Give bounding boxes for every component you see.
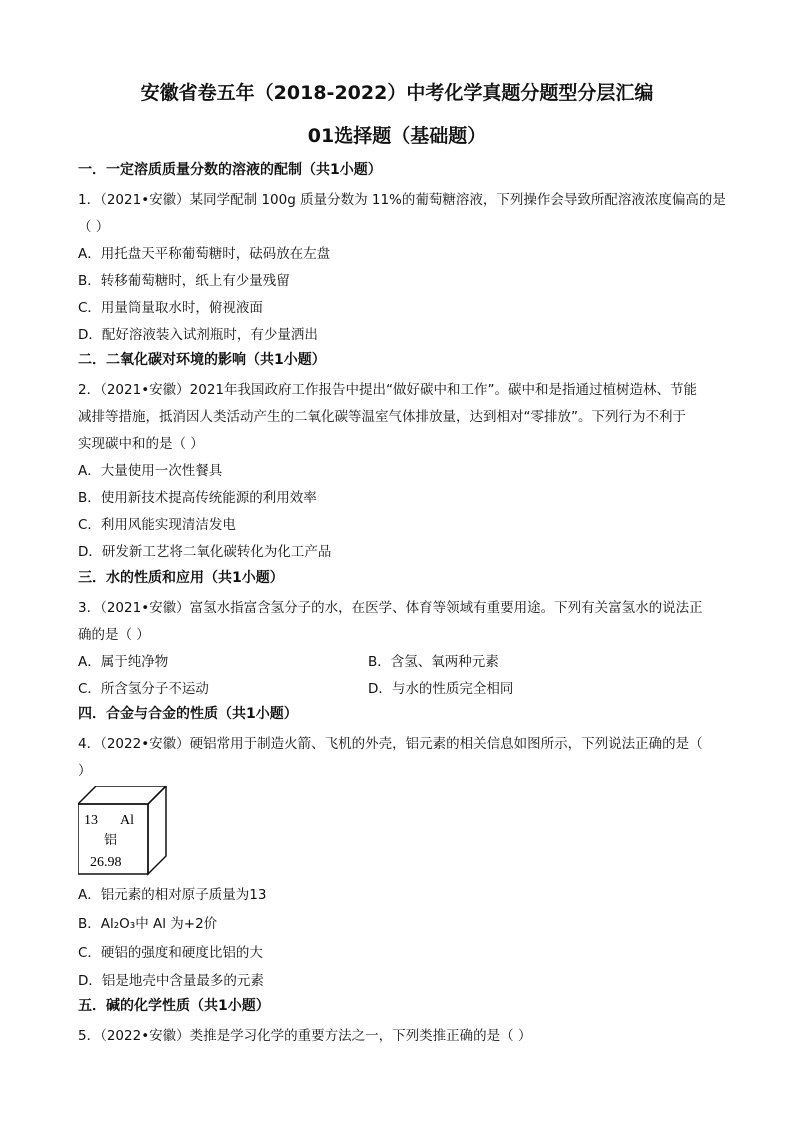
section-heading-1: 一．一定溶质质量分数的溶液的配制（共1小题） <box>78 162 382 178</box>
section-heading-2: 二．二氧化碳对环境的影响（共1小题） <box>78 352 326 368</box>
element-aluminum-cube-figure <box>78 786 168 876</box>
question-5-line-1: 5．（2022•安徽）类推是学习化学的重要方法之一，下列类推正确的是（ ） <box>78 1028 532 1044</box>
question-4-line-1: 4．（2022•安徽）硬铝常用于制造火箭、飞机的外壳，铝元素的相关信息如图所示，下列说法正确的是（ <box>78 736 703 752</box>
question-1-option-c: C．用量筒量取水时，俯视液面 <box>78 300 263 316</box>
question-2-option-c: C．利用风能实现清洁发电 <box>78 517 236 533</box>
section-heading-3: 三．水的性质和应用（共1小题） <box>78 570 284 586</box>
question-3-line-2: 确的是（ ） <box>78 627 150 643</box>
question-3-option-a: A．属于纯净物 <box>78 654 169 670</box>
element-atomic-number: 13 <box>84 813 98 828</box>
question-4-option-c: C．硬铝的强度和硬度比铝的大 <box>78 945 263 961</box>
question-4-line-2: ） <box>78 763 92 779</box>
question-3-option-b: B．含氢、氧两种元素 <box>368 654 499 670</box>
section-heading-5: 五．碱的化学性质（共1小题） <box>78 998 270 1014</box>
document-title: 安徽省卷五年（2018-2022）中考化学真题分题型分层汇编 <box>140 82 654 104</box>
question-2-option-d: D．研发新工艺将二氧化碳转化为化工产品 <box>78 544 332 560</box>
question-2-line-3: 实现碳中和的是（ ） <box>78 436 204 452</box>
question-3-line-1: 3．（2021•安徽）富氢水指富含氢分子的水，在医学、体育等领域有重要用途。下列有关富氢水的说法正 <box>78 600 703 616</box>
question-2-option-a: A．大量使用一次性餐具 <box>78 463 223 479</box>
question-4-option-a: A．铝元素的相对原子质量为13 <box>78 887 267 903</box>
question-4-option-d: D．铝是地壳中含量最多的元素 <box>78 973 264 989</box>
question-1-option-b: B．转移葡萄糖时，纸上有少量残留 <box>78 273 290 289</box>
question-3-option-d: D．与水的性质完全相同 <box>368 681 514 697</box>
cube-top-face <box>78 786 166 804</box>
question-1-line-1: 1．（2021•安徽）某同学配制 100g 质量分数为 11%的葡萄糖溶液，下列操作会导致所配溶液浓度偏高的是 <box>78 192 726 208</box>
question-1-option-d: D．配好溶液装入试剂瓶时，有少量洒出 <box>78 327 318 343</box>
question-1-option-a: A．用托盘天平称葡萄糖时，砝码放在左盘 <box>78 246 331 262</box>
element-name: 铝 <box>104 833 118 848</box>
question-2-option-b: B．使用新技术提高传统能源的利用效率 <box>78 490 317 506</box>
document-subtitle: 01选择题（基础题） <box>307 125 487 147</box>
element-symbol: Al <box>120 813 134 828</box>
question-2-line-1: 2．（2021•安徽）2021年我国政府工作报告中提出“做好碳中和工作”。碳中和是指通过植树造林、节能 <box>78 382 698 398</box>
question-1-line-2: （ ） <box>78 219 110 235</box>
section-heading-4: 四．合金与合金的性质（共1小题） <box>78 706 298 722</box>
cube-side-face <box>148 786 166 874</box>
element-atomic-mass: 26.98 <box>90 855 122 870</box>
question-3-option-c: C．所含氢分子不运动 <box>78 681 209 697</box>
question-4-option-b: B．Al₂O₃中 Al 为+2价 <box>78 916 218 932</box>
question-2-line-2: 减排等措施，抵消因人类活动产生的二氧化碳等温室气体排放量，达到相对“零排放”。下列行为不利于 <box>78 409 686 425</box>
